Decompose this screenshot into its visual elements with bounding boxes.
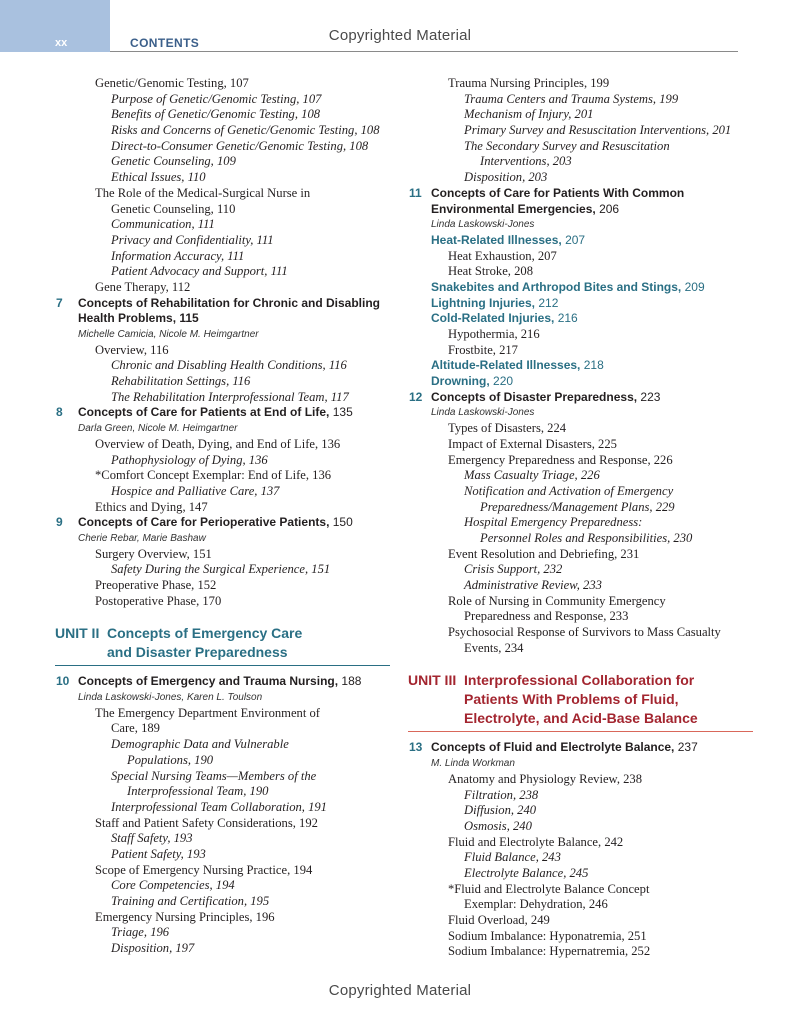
toc-entry[interactable]: Demographic Data and Vulnerable (111, 737, 289, 752)
watermark-top: Copyrighted Material (328, 27, 472, 44)
toc-entry[interactable]: Osmosis, 240 (464, 818, 532, 833)
toc-entry[interactable]: Direct-to-Consumer Genetic/Genomic Testing, 108 (111, 138, 369, 153)
toc-entry[interactable]: Preoperative Phase, 152 (95, 578, 217, 592)
section-heat-related-illnesses[interactable]: Heat-Related Illnesses, 207 (431, 232, 586, 247)
toc-entry[interactable]: Role of Nursing in Community Emergency (448, 593, 666, 608)
toc-entry[interactable]: Populations, 190 (127, 752, 214, 767)
chapter-9-heading[interactable]: 9 Concepts of Care for Perioperative Patients, 150 (56, 515, 353, 530)
toc-entry[interactable]: Exemplar: Dehydration, 246 (464, 897, 608, 912)
toc-entry[interactable]: Benefits of Genetic/Genomic Testing, 108 (111, 107, 321, 122)
unit-2-heading (55, 624, 390, 662)
toc-entry[interactable]: Notification and Activation of Emergency (464, 483, 674, 498)
toc-entry[interactable]: Emergency Preparedness and Response, 226 (448, 452, 673, 467)
toc-entry[interactable]: Patient Advocacy and Support, 111 (111, 264, 288, 279)
toc-entry[interactable]: Disposition, 203 (464, 170, 548, 185)
toc-entry[interactable]: Trauma Nursing Principles, 199 (448, 76, 610, 90)
toc-entry[interactable]: Preparedness/Management Plans, 229 (480, 499, 675, 514)
chapter-13-authors: M. Linda Workman (431, 758, 515, 770)
unit-2-rule (55, 665, 390, 666)
toc-entry[interactable]: Interventions, 203 (480, 154, 572, 169)
toc-entry[interactable]: Types of Disasters, 224 (448, 421, 567, 436)
toc-entry[interactable]: Interprofessional Team, 190 (127, 784, 269, 799)
toc-entry[interactable]: *Comfort Concept Exemplar: End of Life, 136 (95, 468, 332, 483)
chapter-11-heading-cont[interactable]: Environmental Emergencies, 206 (431, 201, 620, 216)
page-number: xx (55, 37, 68, 49)
toc-entry[interactable]: Special Nursing Teams—Members of the (111, 768, 317, 783)
toc-entry[interactable]: Patient Safety, 193 (111, 846, 206, 861)
toc-entry[interactable]: Impact of External Disasters, 225 (448, 436, 617, 451)
toc-right-column (408, 76, 753, 960)
toc-entry[interactable]: Mechanism of Injury, 201 (464, 107, 594, 122)
toc-entry[interactable]: Disposition, 197 (111, 941, 195, 956)
toc-entry[interactable]: Scope of Emergency Nursing Practice, 194 (95, 862, 313, 877)
toc-entry[interactable]: Hypothermia, 216 (448, 327, 540, 341)
chapter-10-heading[interactable]: 10 Concepts of Emergency and Trauma Nursing, 188 (56, 674, 362, 689)
toc-entry[interactable]: Pathophysiology of Dying, 136 (111, 452, 268, 467)
toc-entry[interactable]: Genetic/Genomic Testing, 107 (95, 76, 249, 90)
chapter-12-heading[interactable]: 12 Concepts of Disaster Preparedness, 223 (409, 389, 661, 404)
toc-entry[interactable]: Electrolyte Balance, 245 (464, 865, 589, 880)
toc-entry[interactable]: Overview, 116 (95, 342, 169, 357)
chapter-7-authors: Michelle Camicia, Nicole M. Heimgartner (78, 329, 259, 340)
chapter-11-heading[interactable]: 11 Concepts of Care for Patients With Common (409, 185, 685, 200)
unit-3-title-line-2: Patients With Problems of Fluid, (464, 691, 679, 708)
toc-left-column (55, 76, 390, 957)
toc-entry[interactable]: Crisis Support, 232 (464, 562, 563, 577)
toc-entry[interactable]: Risks and Concerns of Genetic/Genomic Testing, 108 (111, 123, 380, 138)
chapter-12-authors: Linda Laskowski-Jones (431, 407, 535, 419)
toc-entry[interactable]: Safety During the Surgical Experience, 151 (111, 562, 331, 577)
toc-entry[interactable]: Fluid Overload, 249 (448, 913, 550, 927)
toc-entry[interactable]: Personnel Roles and Responsibilities, 230 (480, 530, 693, 545)
unit-3-rule (408, 731, 753, 732)
unit-2-label: UNIT II (55, 625, 100, 642)
running-head: CONTENTS (130, 36, 200, 50)
toc-entry[interactable]: Ethics and Dying, 147 (95, 499, 208, 514)
section-altitude-related-illnesses[interactable]: Altitude-Related Illnesses, 218 (431, 358, 604, 373)
toc-entry[interactable]: Filtration, 238 (464, 787, 539, 802)
toc-entry[interactable]: Sodium Imbalance: Hyponatremia, 251 (448, 928, 647, 943)
toc-entry[interactable]: Overview of Death, Dying, and End of Life, 136 (95, 436, 341, 451)
section-cold-related-injuries[interactable]: Cold-Related Injuries, 216 (431, 311, 578, 326)
chapter-9-authors: Cherie Rebar, Marie Bashaw (78, 532, 206, 544)
toc-entry[interactable]: Primary Survey and Resuscitation Interventions, 201 (464, 123, 732, 138)
toc-entry[interactable]: Anatomy and Physiology Review, 238 (448, 771, 643, 786)
chapter-11-authors: Linda Laskowski-Jones (431, 219, 535, 231)
toc-entry[interactable]: Mass Casualty Triage, 226 (464, 468, 600, 483)
toc-entry[interactable]: Heat Exhaustion, 207 (448, 248, 557, 263)
toc-entry[interactable]: Psychosocial Response of Survivors to Mass Casualty (448, 625, 721, 640)
toc-entry[interactable]: Event Resolution and Debriefing, 231 (448, 546, 640, 561)
toc-entry[interactable]: Staff Safety, 193 (111, 831, 193, 846)
watermark-bottom: Copyrighted Material (328, 982, 472, 999)
section-drowning[interactable]: Drowning, 220 (431, 374, 514, 389)
chapter-10-authors: Linda Laskowski-Jones, Karen L. Toulson (78, 692, 263, 704)
toc-entry[interactable]: Core Competencies, 194 (111, 878, 235, 893)
toc-entry[interactable]: Diffusion, 240 (464, 803, 537, 818)
toc-entry[interactable]: The Emergency Department Environment of (95, 705, 320, 720)
toc-entry[interactable]: Communication, 111 (111, 217, 215, 232)
toc-entry[interactable]: Rehabilitation Settings, 116 (111, 374, 251, 389)
toc-entry[interactable]: The Rehabilitation Interprofessional Team, 117 (111, 389, 349, 404)
toc-entry[interactable]: Events, 234 (464, 640, 524, 655)
chapter-8-heading[interactable]: 8 Concepts of Care for Patients at End of Life, 135 (56, 405, 353, 420)
unit-3-heading (408, 671, 753, 728)
toc-entry[interactable]: Emergency Nursing Principles, 196 (95, 909, 275, 924)
unit-2-title-line-2: and Disaster Preparedness (107, 644, 288, 661)
toc-entry[interactable]: Surgery Overview, 151 (95, 546, 212, 561)
toc-entry[interactable]: Trauma Centers and Trauma Systems, 199 (464, 91, 679, 106)
chapter-7-heading-cont[interactable]: Health Problems, 115 (78, 311, 199, 326)
toc-entry[interactable]: Information Accuracy, 111 (111, 248, 245, 263)
toc-entry[interactable]: Frostbite, 217 (448, 342, 518, 357)
toc-entry[interactable]: Ethical Issues, 110 (111, 170, 206, 185)
toc-entry[interactable]: Privacy and Confidentiality, 111 (111, 232, 274, 247)
toc-entry[interactable]: Fluid Balance, 243 (464, 850, 561, 865)
chapter-8-authors: Darla Green, Nicole M. Heimgartner (78, 423, 238, 435)
toc-entry[interactable]: Interprofessional Team Collaboration, 191 (111, 799, 327, 814)
section-snakebites[interactable]: Snakebites and Arthropod Bites and Stings, 209 (431, 279, 705, 294)
unit-2-title-line-1: Concepts of Emergency Care (107, 625, 303, 642)
toc-entry[interactable]: Fluid and Electrolyte Balance, 242 (448, 834, 624, 849)
toc-entry[interactable]: Staff and Patient Safety Considerations, 192 (95, 815, 318, 830)
toc-entry[interactable]: The Secondary Survey and Resuscitation (464, 138, 670, 153)
toc-entry[interactable]: *Fluid and Electrolyte Balance Concept (448, 881, 650, 896)
toc-entry[interactable]: Training and Certification, 195 (111, 894, 270, 908)
toc-entry[interactable]: Hospital Emergency Preparedness: (464, 515, 643, 530)
toc-entry[interactable]: Sodium Imbalance: Hypernatremia, 252 (448, 944, 651, 959)
toc-entry[interactable]: Hospice and Palliative Care, 137 (111, 483, 280, 498)
toc-entry[interactable]: Care, 189 (111, 721, 160, 736)
unit-3-title-line-1: Interprofessional Collaboration for (464, 672, 695, 689)
header-rule (110, 51, 738, 52)
toc-entry[interactable]: Chronic and Disabling Health Conditions, 116 (111, 358, 347, 373)
toc-entry[interactable]: Heat Stroke, 208 (448, 264, 533, 279)
toc-entry[interactable]: Genetic Counseling, 109 (111, 154, 236, 169)
toc-entry[interactable]: Genetic Counseling, 110 (111, 201, 236, 216)
toc-entry[interactable]: Postoperative Phase, 170 (95, 593, 222, 608)
toc-entry[interactable]: Gene Therapy, 112 (95, 279, 191, 294)
toc-entry[interactable]: Triage, 196 (111, 925, 170, 940)
toc-entry[interactable]: Administrative Review, 233 (464, 578, 602, 592)
toc-entry[interactable]: The Role of the Medical-Surgical Nurse in (95, 185, 311, 200)
unit-3-title-line-3: Electrolyte, and Acid-Base Balance (464, 710, 698, 727)
section-lightning-injuries[interactable]: Lightning Injuries, 212 (431, 295, 559, 310)
unit-3-label: UNIT III (408, 672, 457, 689)
chapter-7-heading[interactable]: 7 Concepts of Rehabilitation for Chronic and Disabling (56, 295, 381, 310)
toc-entry[interactable]: Preparedness and Response, 233 (464, 609, 629, 624)
toc-entry[interactable]: Purpose of Genetic/Genomic Testing, 107 (111, 91, 322, 106)
chapter-13-heading[interactable]: 13 Concepts of Fluid and Electrolyte Balance, 237 (409, 740, 698, 755)
